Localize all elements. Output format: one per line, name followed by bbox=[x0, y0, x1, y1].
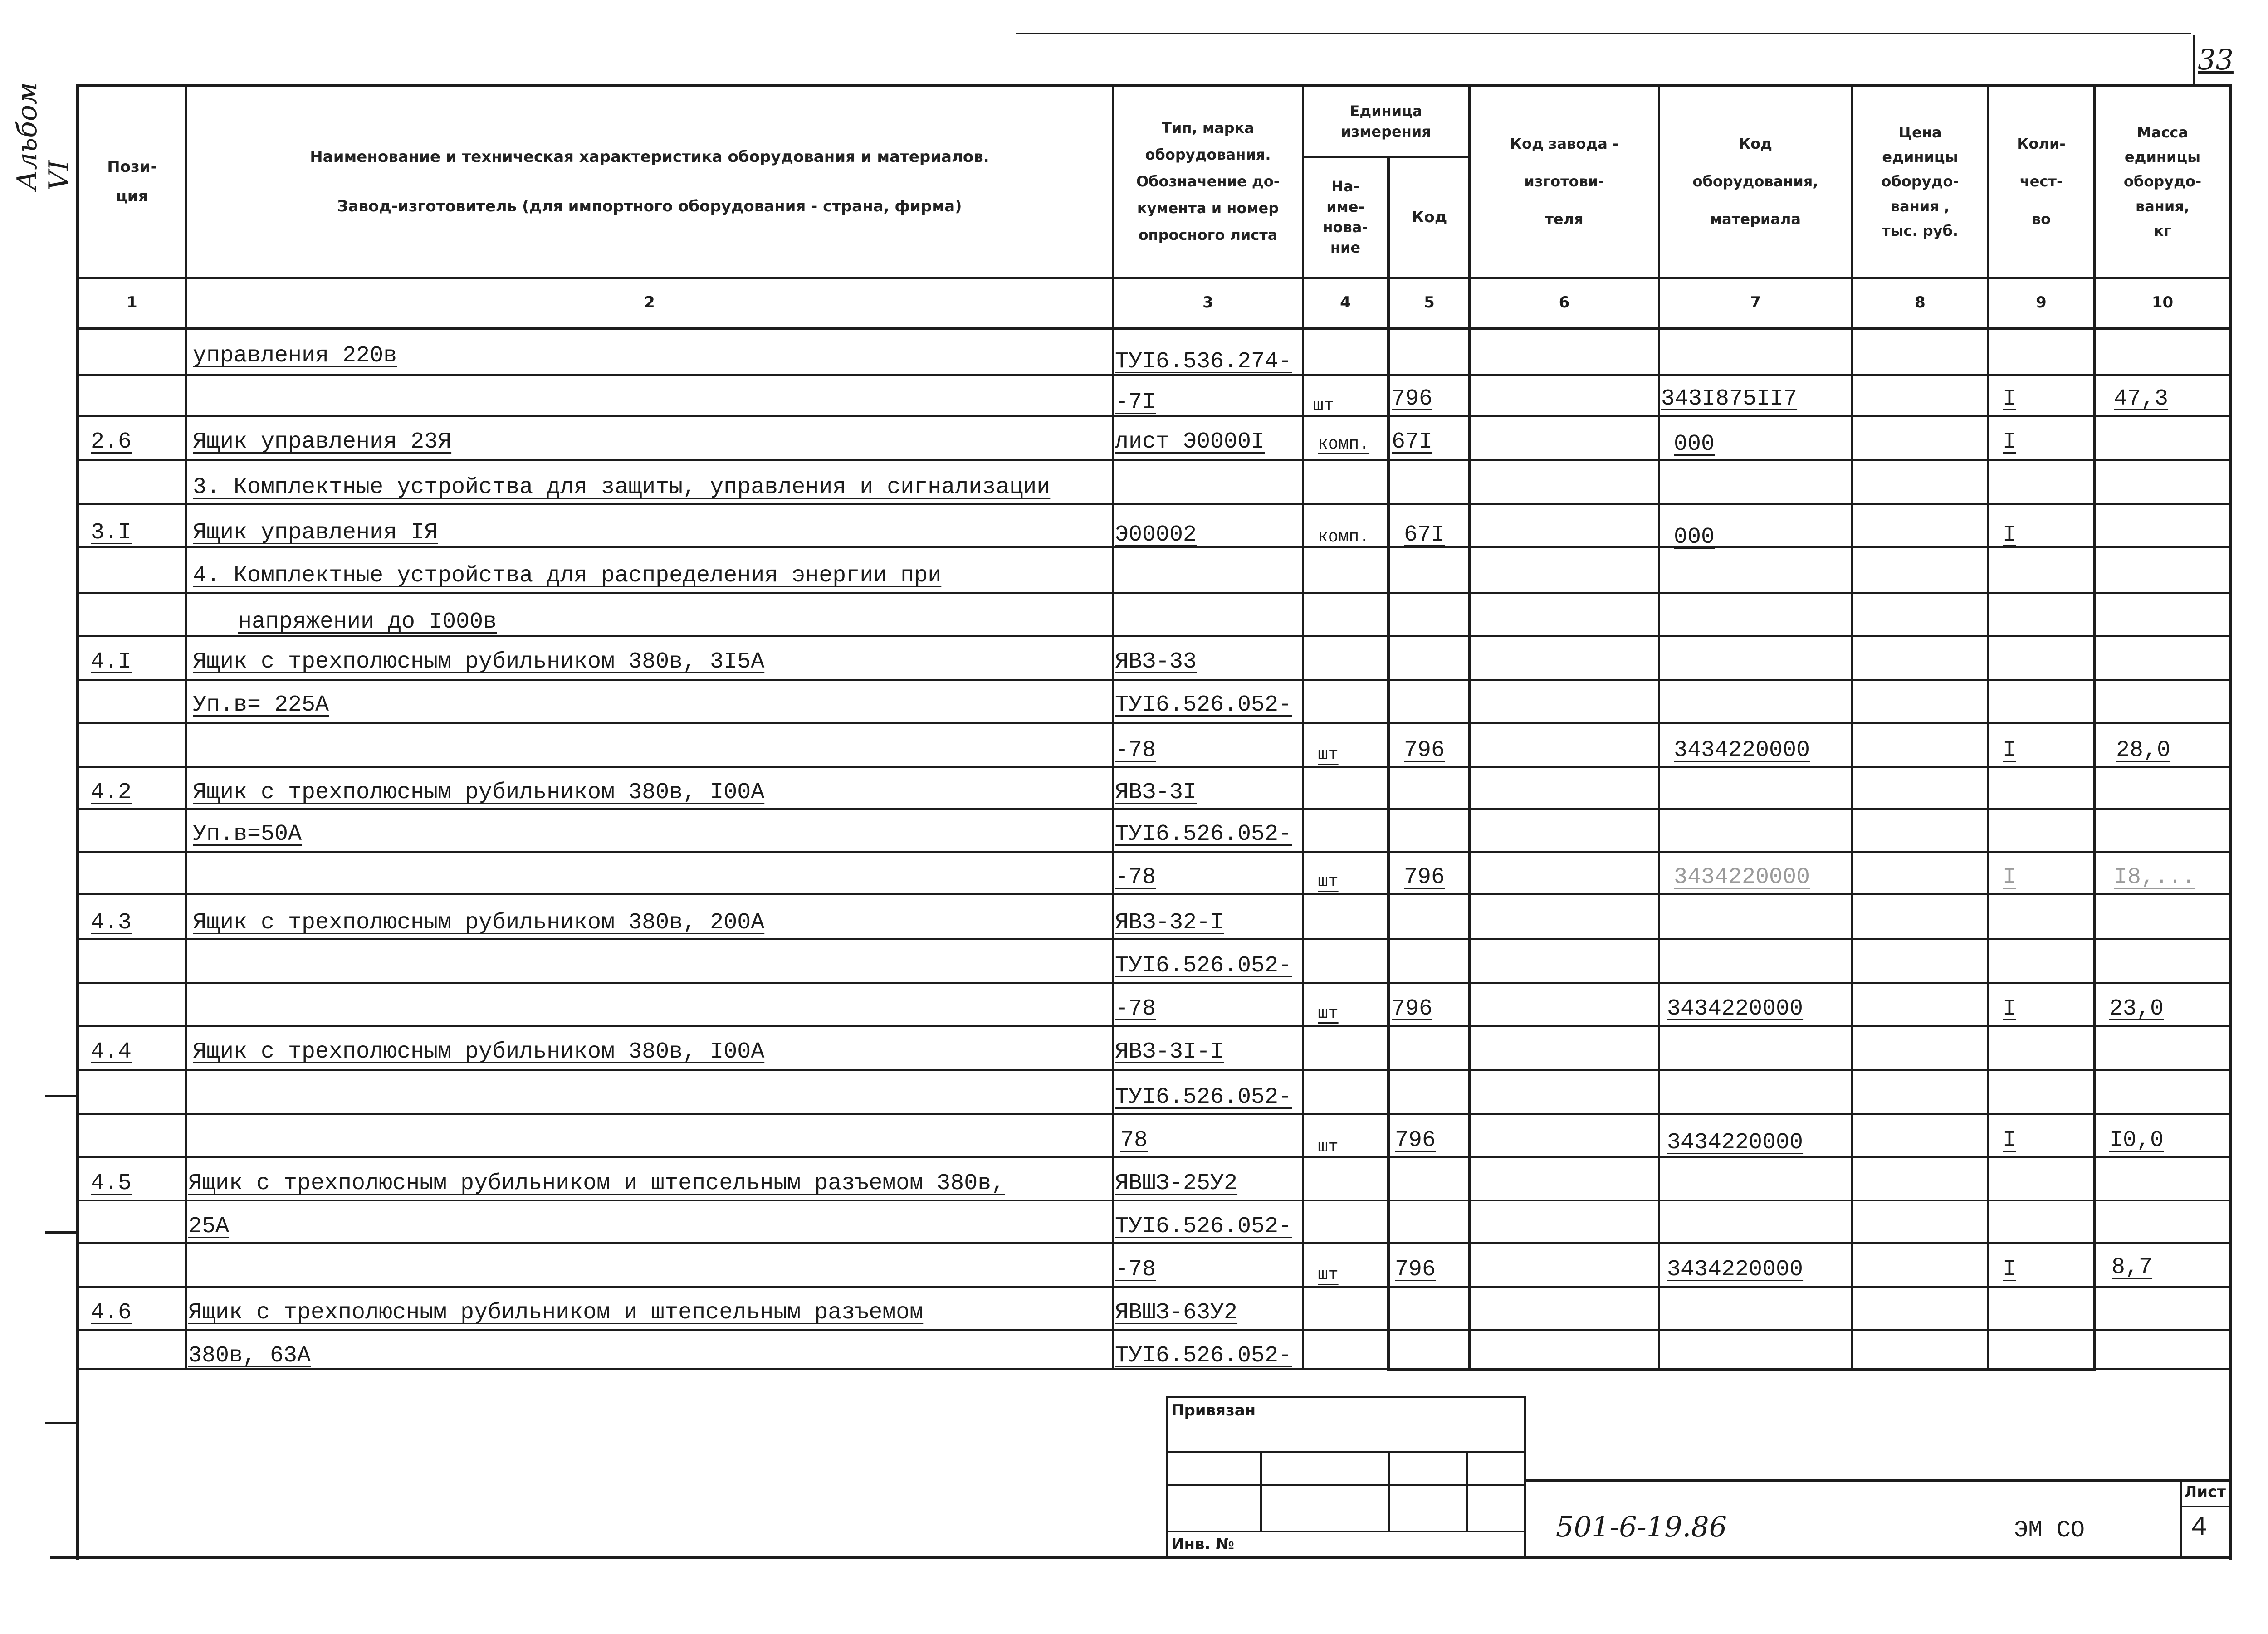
cell-name: Ящик с трехполюсным рубильником 380в, I00А bbox=[193, 780, 765, 805]
cell-unit-code: 796 bbox=[1404, 864, 1445, 890]
bound-label: Привязан bbox=[1171, 1401, 1256, 1419]
cell-unit-code: 67I bbox=[1404, 522, 1445, 548]
cell-unit-code: 796 bbox=[1395, 1257, 1436, 1283]
cell-qty: I bbox=[2003, 996, 2017, 1022]
column-number: 4 bbox=[1340, 293, 1351, 312]
cell-type: ТУI6.526.052- bbox=[1115, 692, 1292, 718]
cell-code: 000 bbox=[1674, 524, 1715, 550]
cell-code: 000 bbox=[1674, 431, 1715, 457]
cell-unit-code: 796 bbox=[1395, 1127, 1436, 1153]
document-code: ЭМ СО bbox=[2014, 1517, 2085, 1544]
cell-type: -78 bbox=[1115, 737, 1156, 763]
cell-unit: шт bbox=[1318, 1004, 1339, 1023]
header-position: Пози- ция bbox=[107, 157, 157, 205]
cell-name: Ящик с трехполюсным рубильником 380в, 200А bbox=[193, 910, 765, 936]
cell-type: ЯВШЗ-63У2 bbox=[1115, 1300, 1238, 1326]
cell-pos: 4.2 bbox=[91, 780, 132, 805]
cell-name: 25А bbox=[188, 1214, 230, 1239]
column-number: 10 bbox=[2151, 293, 2174, 312]
cell-name: напряжении до I000в bbox=[238, 609, 497, 635]
cell-unit: шт bbox=[1318, 1137, 1339, 1157]
cell-name: Уп.в= 225А bbox=[193, 692, 329, 718]
header-unit-group: Единица измерения bbox=[1341, 102, 1431, 140]
cell-qty: I bbox=[2003, 1127, 2017, 1153]
cell-code: 3434220000 bbox=[1674, 737, 1810, 763]
cell-pos: 4.I bbox=[91, 649, 132, 675]
header-equipment-code: Код оборудования, материала bbox=[1692, 135, 1818, 228]
cell-type: -78 bbox=[1115, 996, 1156, 1022]
cell-name: Ящик управления 23Я bbox=[193, 429, 452, 455]
cell-name: 4. Комплектные устройства для распределения энергии при bbox=[193, 563, 942, 589]
cell-type: Э00002 bbox=[1115, 522, 1197, 548]
cell-name: Ящик с трехполюсным рубильником 380в, 3I5А bbox=[193, 649, 765, 675]
cell-unit-code: 67I bbox=[1392, 429, 1433, 455]
cell-type: ЯВЗ-3I bbox=[1115, 780, 1197, 805]
cell-name: 380в, 63А bbox=[188, 1343, 311, 1369]
cell-name: Ящик с трехполюсным рубильником 380в, I00А bbox=[193, 1039, 765, 1065]
header-type: Тип, марка оборудования. Обозначение до- кумента и номер опросного листа bbox=[1136, 119, 1280, 244]
cell-unit: комп. bbox=[1318, 527, 1370, 547]
cell-qty: I bbox=[2003, 386, 2017, 412]
sheet-number: 4 bbox=[2191, 1512, 2208, 1543]
sheet-corner-number: 33 bbox=[2198, 43, 2234, 76]
cell-pos: 4.3 bbox=[91, 910, 132, 936]
cell-name: 3. Комплектные устройства для защиты, управления и сигнализации bbox=[193, 474, 1051, 500]
column-number: 8 bbox=[1915, 293, 1926, 312]
cell-unit: комп. bbox=[1318, 434, 1370, 454]
cell-type: -78 bbox=[1115, 864, 1156, 890]
cell-unit: шт bbox=[1313, 396, 1334, 415]
cell-name: Ящик с трехполюсным рубильником и штепсельным разъемом 380в, bbox=[188, 1171, 1005, 1196]
cell-type: лист Э0000I bbox=[1115, 429, 1265, 455]
cell-unit: шт bbox=[1318, 745, 1339, 765]
cell-type: -78 bbox=[1115, 1257, 1156, 1283]
cell-code: 3434220000 bbox=[1667, 1257, 1804, 1283]
cell-name: управления 220в bbox=[193, 343, 397, 369]
header-name: Наименование и техническая характеристика оборудования и материалов. Завод-изготовитель (для импортного оборудования - страна, фирма) bbox=[310, 147, 989, 215]
cell-qty: I bbox=[2003, 429, 2017, 455]
cell-pos: 4.5 bbox=[91, 1171, 132, 1196]
cell-type: 78 bbox=[1120, 1127, 1148, 1153]
cell-type: -7I bbox=[1115, 390, 1156, 415]
cell-mass: I8,... bbox=[2114, 864, 2196, 890]
cell-pos: 3.I bbox=[91, 520, 132, 546]
cell-qty: I bbox=[2003, 737, 2017, 763]
cell-type: ЯВШЗ-25У2 bbox=[1115, 1171, 1238, 1196]
header-unit-code: Код bbox=[1411, 208, 1447, 226]
cell-mass: 28,0 bbox=[2116, 737, 2171, 763]
cell-pos: 4.6 bbox=[91, 1300, 132, 1326]
cell-type: ЯВЗ-3I-I bbox=[1115, 1039, 1224, 1065]
cell-unit-code: 796 bbox=[1404, 737, 1445, 763]
column-number: 1 bbox=[127, 293, 137, 312]
cell-name: Уп.в=50А bbox=[193, 821, 302, 847]
cell-code: 3434220000 bbox=[1667, 1130, 1804, 1156]
cell-type: ЯВЗ-33 bbox=[1115, 649, 1197, 675]
cell-qty: I bbox=[2003, 1257, 2017, 1283]
cell-type: ТУI6.526.052- bbox=[1115, 821, 1292, 847]
column-number: 3 bbox=[1202, 293, 1213, 312]
column-number: 5 bbox=[1424, 293, 1435, 312]
header-mass: Масса единицы оборудо- вания, кг bbox=[2123, 123, 2202, 240]
cell-mass: I0,0 bbox=[2109, 1127, 2164, 1153]
cell-type: ТУI6.526.052- bbox=[1115, 1084, 1292, 1110]
cell-unit: шт bbox=[1318, 1265, 1339, 1285]
inventory-number-label: Инв. № bbox=[1171, 1535, 1235, 1553]
cell-type: ТУI6.526.052- bbox=[1115, 1214, 1292, 1239]
cell-name: Ящик управления IЯ bbox=[193, 520, 438, 546]
cell-mass: 8,7 bbox=[2112, 1254, 2153, 1280]
cell-mass: 47,3 bbox=[2114, 386, 2169, 412]
cell-type: ЯВЗ-32-I bbox=[1115, 910, 1224, 936]
cell-type: ТУI6.536.274- bbox=[1115, 349, 1292, 375]
cell-pos: 4.4 bbox=[91, 1039, 132, 1065]
cell-unit: шт bbox=[1318, 872, 1339, 892]
cell-name: Ящик с трехполюсным рубильником и штепсельным разъемом bbox=[188, 1300, 924, 1326]
sheet-label: Лист bbox=[2184, 1483, 2226, 1501]
header-quantity: Коли- чест- во bbox=[2017, 135, 2066, 228]
header-factory-code: Код завода - изготови- теля bbox=[1510, 135, 1619, 228]
header-unit-name: На- име- нова- ние bbox=[1323, 178, 1368, 256]
album-side-label: Альбом VI bbox=[11, 82, 75, 190]
column-number: 7 bbox=[1750, 293, 1761, 312]
document-number: 501-6-19.86 bbox=[1556, 1510, 1727, 1543]
cell-unit-code: 796 bbox=[1392, 386, 1433, 412]
cell-type: ТУI6.526.052- bbox=[1115, 953, 1292, 979]
column-number: 9 bbox=[2036, 293, 2047, 312]
cell-code: 343I875II7 bbox=[1661, 386, 1798, 412]
cell-code: 3434220000 bbox=[1667, 996, 1804, 1022]
cell-qty: I bbox=[2003, 522, 2017, 548]
header-price: Цена единицы оборудо- вания , тыс. руб. bbox=[1881, 123, 1959, 240]
cell-unit-code: 796 bbox=[1392, 996, 1433, 1022]
cell-mass: 23,0 bbox=[2109, 996, 2164, 1022]
cell-type: ТУI6.526.052- bbox=[1115, 1343, 1292, 1369]
cell-code: 3434220000 bbox=[1674, 864, 1810, 890]
cell-pos: 2.6 bbox=[91, 429, 132, 455]
column-number: 2 bbox=[644, 293, 655, 312]
column-number: 6 bbox=[1559, 293, 1570, 312]
cell-qty: I bbox=[2003, 864, 2017, 890]
